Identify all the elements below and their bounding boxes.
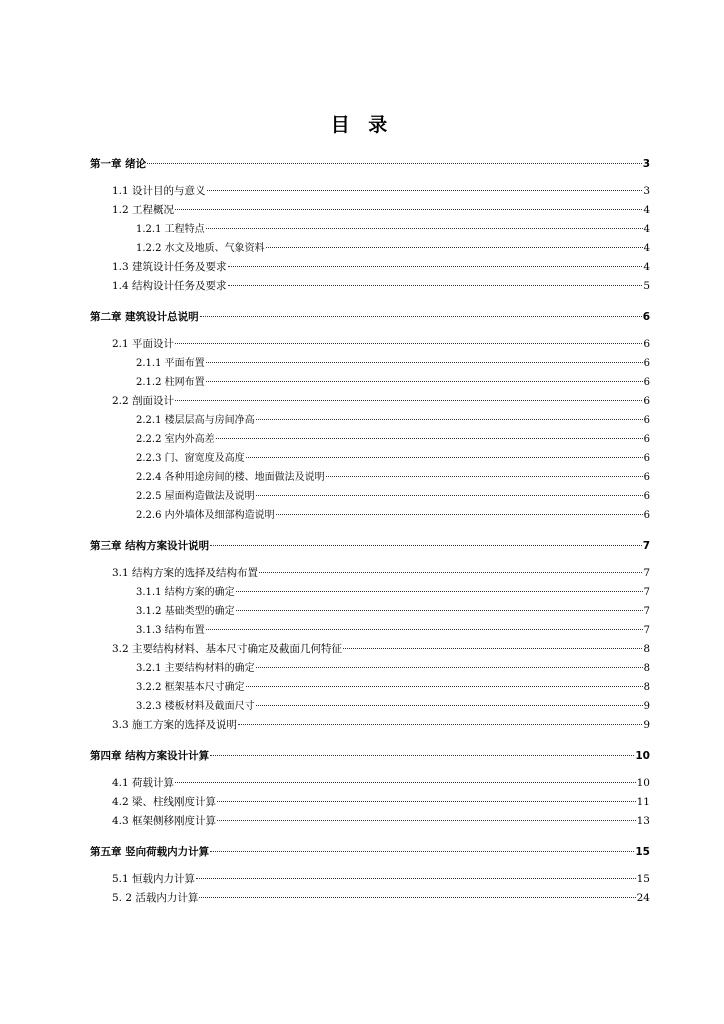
toc-dot-leader	[276, 514, 643, 515]
toc-entry-title: 2.2.6 内外墙体及细部构造说明	[136, 510, 275, 521]
toc-page-number: 7	[643, 587, 650, 598]
toc-dot-leader	[210, 851, 634, 852]
toc-page-number: 6	[643, 358, 650, 369]
toc-page-number: 7	[643, 625, 650, 636]
toc-dot-leader	[256, 495, 643, 496]
toc-entry	[90, 392, 650, 411]
toc-entry-title: 2.2.5 屋面构造做法及说明	[136, 491, 255, 502]
toc-entry	[90, 564, 650, 583]
toc-entry	[90, 697, 650, 716]
toc-entry-title: 3.3 施工方案的选择及说明	[112, 719, 238, 731]
toc-entry	[90, 812, 650, 831]
toc-chapter-entry	[90, 537, 650, 556]
toc-page-number: 24	[636, 892, 650, 904]
toc-page-number: 6	[642, 311, 650, 323]
toc-page-number: 8	[643, 663, 650, 674]
toc-entry-title: 第二章 建筑设计总说明	[90, 311, 199, 323]
toc-entry	[90, 640, 650, 659]
toc-page-number: 4	[643, 204, 650, 216]
toc-dot-leader	[256, 419, 643, 420]
toc-entry-title: 2.1.1 平面布置	[136, 358, 205, 369]
table-of-contents	[90, 155, 650, 908]
toc-page-number: 9	[643, 719, 650, 731]
toc-entry-title: 2.2.3 门、窗宽度及高度	[136, 453, 245, 464]
toc-entry-title: 3.1 结构方案的选择及结构布置	[112, 567, 259, 579]
toc-entry	[90, 411, 650, 430]
toc-entry-title: 1.4 结构设计任务及要求	[112, 280, 227, 292]
toc-dot-leader	[259, 572, 642, 573]
toc-page-number: 3	[643, 185, 650, 197]
toc-entry-title: 3.2.2 框架基本尺寸确定	[136, 682, 245, 693]
toc-entry-title: 2.1.2 柱网布置	[136, 377, 205, 388]
toc-entry	[90, 583, 650, 602]
toc-dot-leader	[147, 163, 642, 164]
toc-dot-leader	[199, 897, 635, 898]
toc-entry-title: 第五章 竖向荷载内力计算	[90, 846, 210, 858]
toc-entry-title: 第三章 结构方案设计说明	[90, 540, 210, 552]
toc-dot-leader	[175, 782, 636, 783]
toc-page-number: 10	[635, 750, 650, 762]
toc-entry-title: 2.2.2 室内外高差	[136, 434, 215, 445]
toc-chapter-entry	[90, 308, 650, 327]
toc-entry	[90, 793, 650, 812]
toc-entry-title: 1.2 工程概况	[112, 204, 175, 216]
toc-entry-title: 1.2.1 工程特点	[136, 224, 205, 235]
toc-page-number: 10	[636, 777, 650, 789]
toc-entry	[90, 870, 650, 889]
toc-page-number: 6	[643, 395, 650, 407]
toc-page-number: 6	[643, 453, 650, 464]
toc-page-number: 9	[643, 701, 650, 712]
toc-entry-title: 4.3 框架侧移刚度计算	[112, 815, 217, 827]
toc-dot-leader	[210, 755, 634, 756]
toc-dot-leader	[175, 400, 642, 401]
toc-dot-leader	[196, 878, 636, 879]
toc-page-number: 5	[643, 280, 650, 292]
toc-entry-title: 第一章 绪论	[90, 158, 147, 170]
toc-dot-leader	[206, 381, 643, 382]
toc-entry	[90, 373, 650, 392]
toc-entry-title: 3.1.3 结构布置	[136, 625, 205, 636]
toc-dot-leader	[236, 591, 643, 592]
toc-dot-leader	[175, 209, 642, 210]
toc-page-number: 6	[643, 491, 650, 502]
toc-entry	[90, 258, 650, 277]
toc-entry-title: 2.2.1 楼层层高与房间净高	[136, 415, 255, 426]
toc-entry-title: 2.1 平面设计	[112, 338, 175, 350]
toc-page-number: 6	[643, 472, 650, 483]
toc-dot-leader	[256, 667, 643, 668]
toc-chapter-entry	[90, 843, 650, 862]
toc-dot-leader	[266, 247, 643, 248]
toc-page-number: 8	[643, 682, 650, 693]
toc-entry-title: 1.2.2 水文及地质、气象资料	[136, 243, 265, 254]
toc-page-number: 7	[643, 606, 650, 617]
toc-page-number: 7	[643, 567, 650, 579]
toc-entry	[90, 774, 650, 793]
toc-entry-title: 5. 2 活载内力计算	[112, 892, 199, 904]
toc-dot-leader	[343, 648, 642, 649]
toc-dot-leader	[236, 610, 643, 611]
toc-entry	[90, 716, 650, 735]
toc-entry	[90, 621, 650, 640]
toc-entry-title: 4.2 梁、柱线刚度计算	[112, 796, 217, 808]
toc-dot-leader	[217, 801, 636, 802]
toc-entry	[90, 678, 650, 697]
toc-dot-leader	[326, 476, 643, 477]
toc-page-number: 8	[643, 643, 650, 655]
toc-page-number: 6	[643, 338, 650, 350]
toc-entry	[90, 220, 650, 239]
toc-dot-leader	[238, 724, 642, 725]
toc-dot-leader	[228, 266, 643, 267]
toc-dot-leader	[256, 705, 643, 706]
toc-page-number: 4	[643, 243, 650, 254]
toc-chapter-entry	[90, 155, 650, 174]
toc-entry-title: 3.2.3 楼板材料及截面尺寸	[136, 701, 255, 712]
toc-entry	[90, 182, 650, 201]
toc-dot-leader	[207, 190, 643, 191]
toc-entry	[90, 449, 650, 468]
toc-dot-leader	[228, 285, 643, 286]
toc-entry	[90, 354, 650, 373]
toc-dot-leader	[206, 629, 643, 630]
toc-entry	[90, 468, 650, 487]
toc-page-number: 15	[636, 873, 650, 885]
toc-page-number: 15	[635, 846, 650, 858]
toc-entry-title: 2.2 剖面设计	[112, 395, 175, 407]
toc-entry	[90, 889, 650, 908]
toc-page-number: 6	[643, 415, 650, 426]
toc-dot-leader	[210, 545, 642, 546]
toc-entry	[90, 487, 650, 506]
toc-page-number: 7	[642, 540, 650, 552]
toc-entry-title: 3.1.2 基础类型的确定	[136, 606, 235, 617]
toc-dot-leader	[175, 343, 642, 344]
toc-dot-leader	[206, 362, 643, 363]
toc-page-number: 13	[636, 815, 650, 827]
toc-chapter-entry	[90, 747, 650, 766]
toc-entry	[90, 239, 650, 258]
toc-page-number: 6	[643, 377, 650, 388]
toc-entry	[90, 335, 650, 354]
toc-entry-title: 3.2 主要结构材料、基本尺寸确定及截面几何特征	[112, 643, 343, 655]
toc-dot-leader	[217, 820, 636, 821]
toc-entry	[90, 430, 650, 449]
toc-entry	[90, 201, 650, 220]
toc-entry-title: 4.1 荷载计算	[112, 777, 175, 789]
toc-title: 目 录	[330, 114, 394, 136]
toc-page-number: 4	[643, 261, 650, 273]
toc-page-number: 3	[642, 158, 650, 170]
toc-entry-title: 1.3 建筑设计任务及要求	[112, 261, 227, 273]
toc-entry-title: 1.1 设计目的与意义	[112, 185, 206, 197]
toc-entry-title: 3.1.1 结构方案的确定	[136, 587, 235, 598]
toc-entry	[90, 506, 650, 525]
toc-entry-title: 2.2.4 各种用途房间的楼、地面做法及说明	[136, 472, 325, 483]
toc-page-number: 6	[643, 434, 650, 445]
toc-entry-title: 5.1 恒载内力计算	[112, 873, 196, 885]
toc-entry-title: 3.2.1 主要结构材料的确定	[136, 663, 255, 674]
toc-entry	[90, 602, 650, 621]
toc-entry	[90, 277, 650, 296]
toc-dot-leader	[216, 438, 643, 439]
toc-dot-leader	[246, 457, 643, 458]
toc-entry	[90, 659, 650, 678]
toc-page-number: 6	[643, 510, 650, 521]
toc-dot-leader	[246, 686, 643, 687]
toc-dot-leader	[206, 228, 643, 229]
toc-page-number: 4	[643, 224, 650, 235]
toc-entry-title: 第四章 结构方案设计计算	[90, 750, 210, 762]
toc-page-number: 11	[636, 796, 650, 808]
toc-dot-leader	[200, 316, 642, 317]
